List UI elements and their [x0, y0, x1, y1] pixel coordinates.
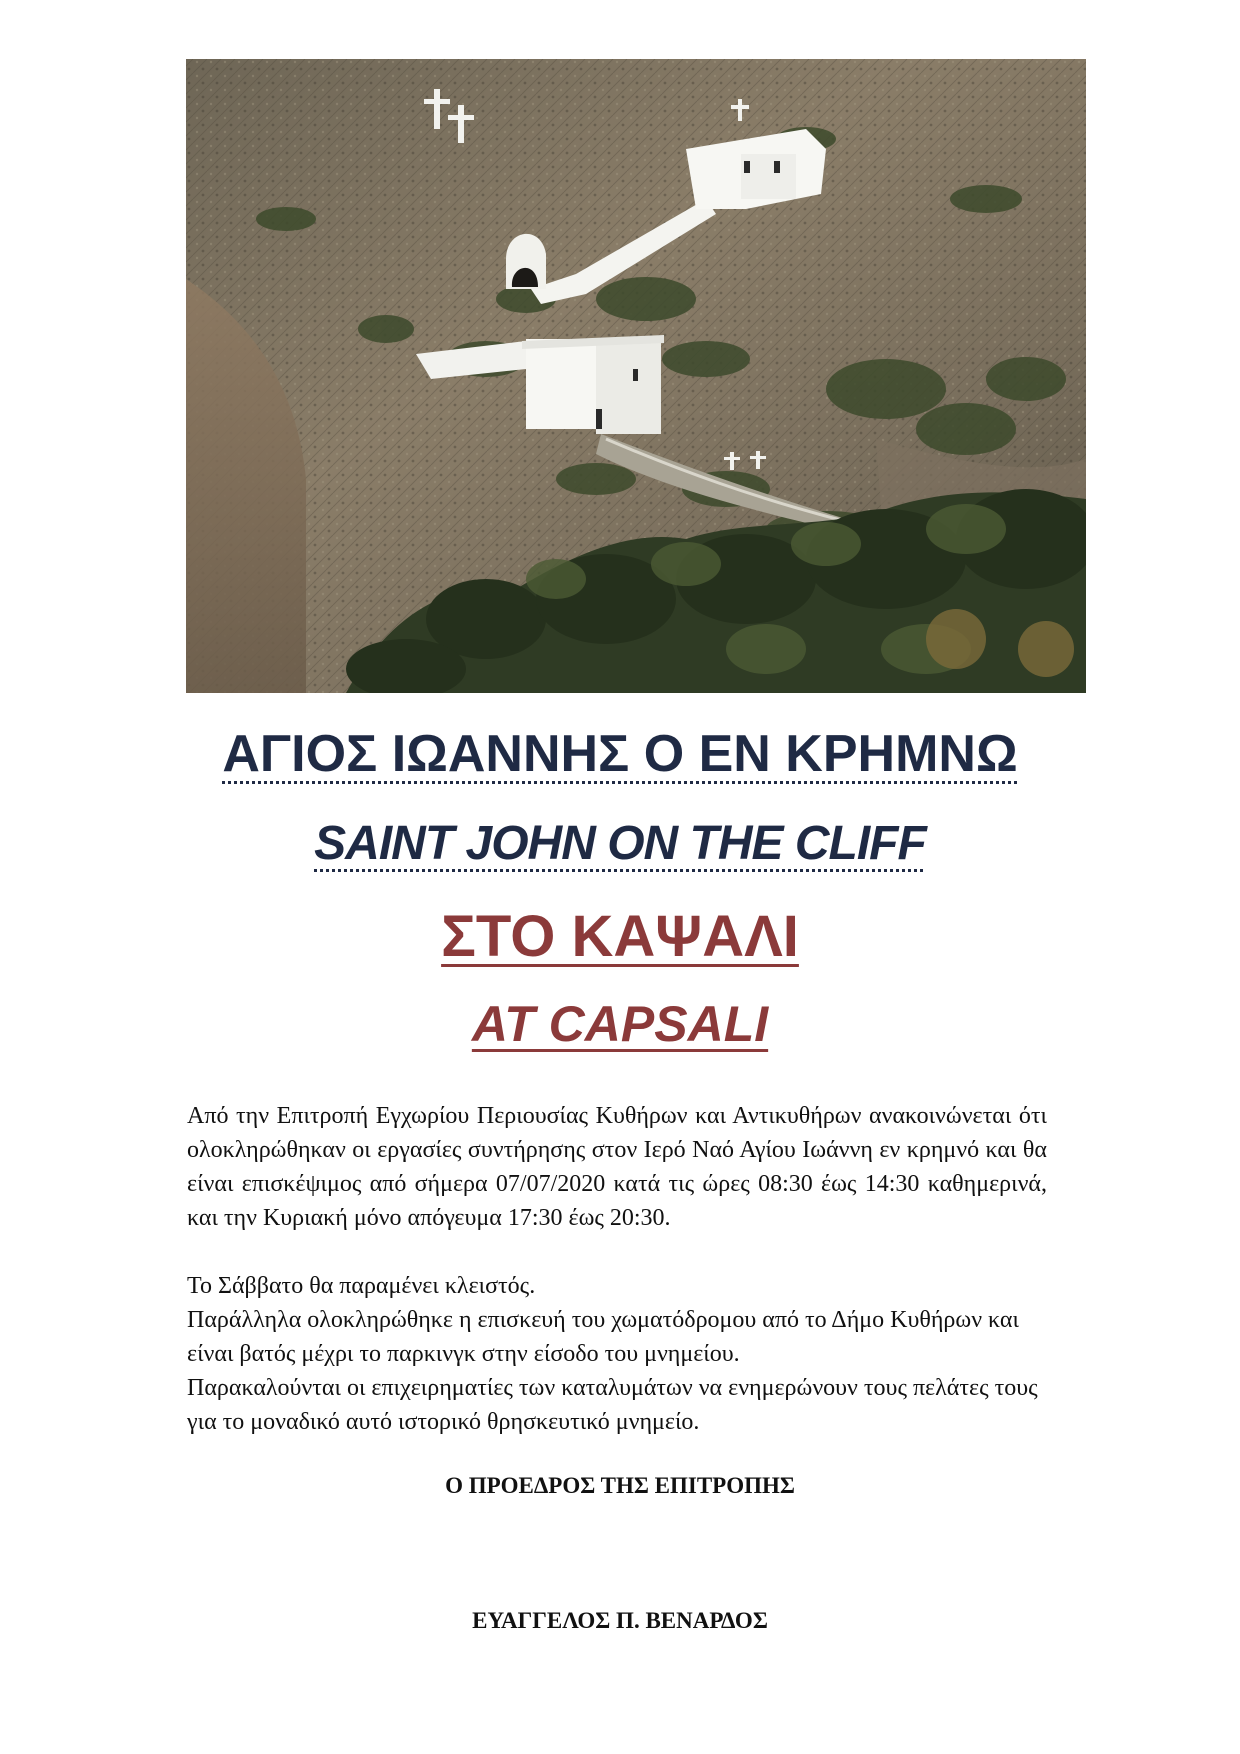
saturday-closed-paragraph: Το Σάββατο θα παραμένει κλειστός. — [187, 1273, 536, 1299]
signature-name: ΕΥΑΓΓΕΛΟΣ Π. ΒΕΝΑΡΔΟΣ — [472, 1608, 768, 1633]
church-photo — [186, 59, 1086, 693]
announcement-paragraph: Από την Επιτροπή Εγχωρίου Περιουσίας Κυθήρων και Αντικυθήρων ανακοινώνεται ότι ολοκληρώθηκαν οι εργασίες συντήρησης στον Ιερό Ναό Αγίου Ιωάννη εν κρημνό και θα είναι επισκέψιμος από σήμερα 07/07/2020 κατά τις ώρες 08:30 έως 14:30 καθημερινά, και την Κυριακή μόνο απόγευμα 17:30 έως 20:30. — [187, 1103, 1047, 1231]
signature-title: Ο ΠΡΟΕΔΡΟΣ ΤΗΣ ΕΠΙΤΡΟΠΗΣ — [445, 1473, 795, 1498]
english-place: AT CAPSALI — [471, 996, 769, 1052]
greek-place: ΣΤΟ ΚΑΨΑΛΙ — [441, 904, 799, 969]
business-owners-paragraph: Παρακαλούνται οι επιχειρηματίες των καταλυμάτων να ενημερώνουν τους πελάτες τους για το μοναδικό αυτό ιστορικό θρησκευτικό μνημείο. — [187, 1375, 1038, 1435]
english-title: SAINT JOHN ON THE CLIFF — [314, 817, 926, 870]
road-repair-paragraph: Παράλληλα ολοκληρώθηκε η επισκευή του χωματόδρομου από το Δήμο Κυθήρων και είναι βατός μέχρι το παρκινγκ στην είσοδο του μνημείου. — [187, 1307, 1019, 1367]
greek-title: ΑΓΙΟΣ ΙΩΑΝΝΗΣ Ο ΕΝ ΚΡΗΜΝΩ — [222, 725, 1018, 783]
cliff-church-illustration — [186, 59, 1086, 693]
